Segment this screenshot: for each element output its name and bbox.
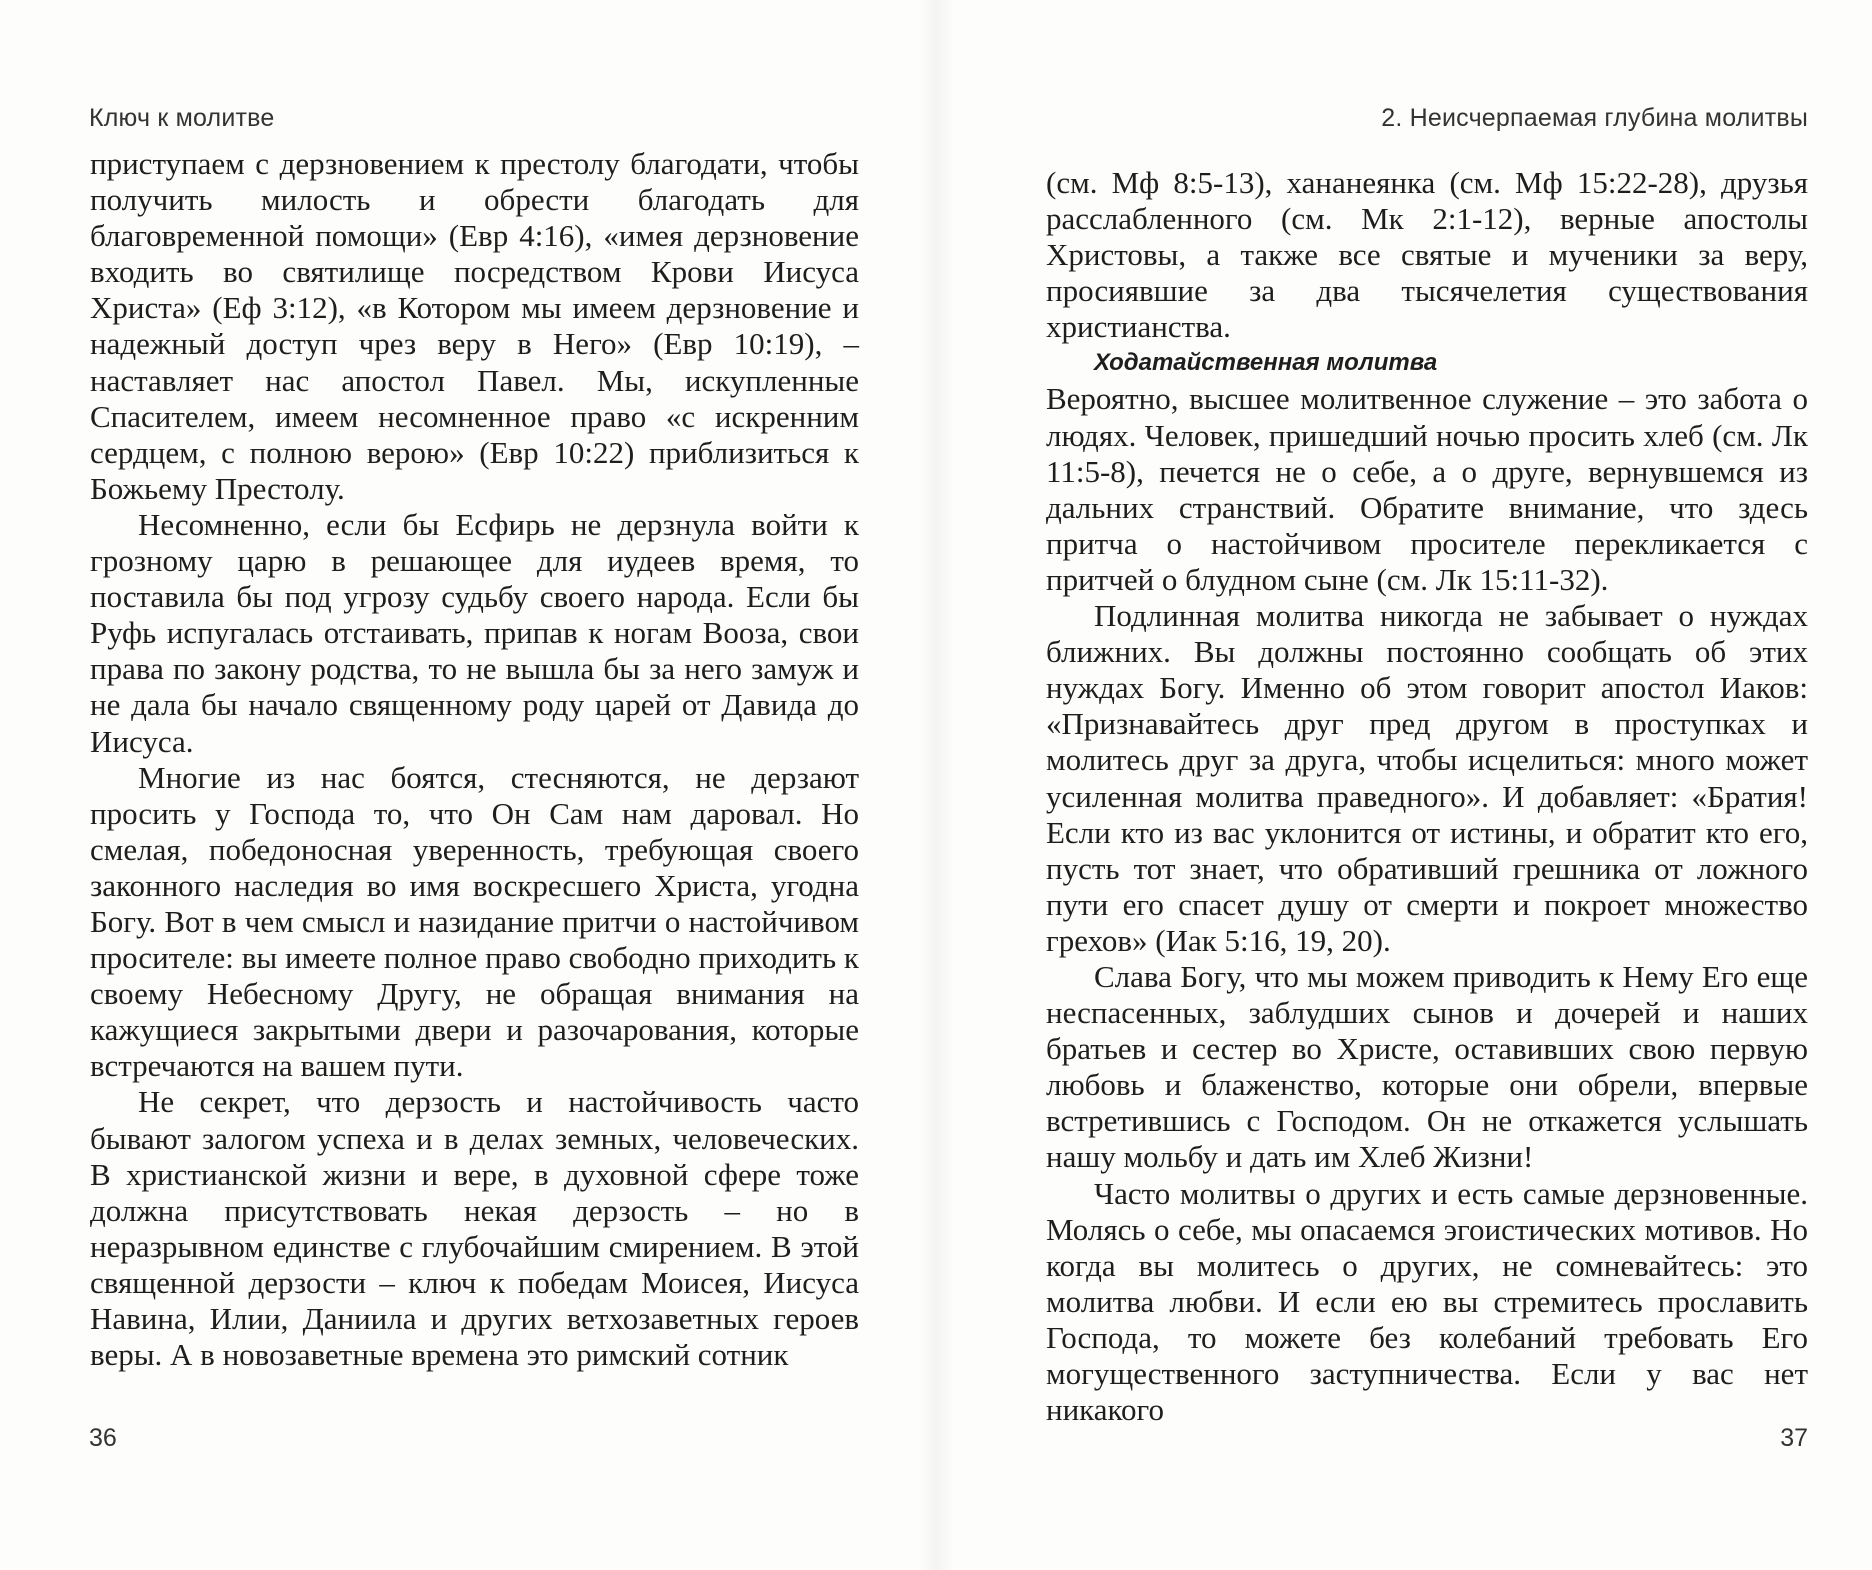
paragraph: Часто молитвы о других и есть самые дерзновенные. Молясь о себе, мы опасаемся эгоистических мотивов. Но когда вы молитесь о других, не сомневайтесь: это молитва любви. И если ею вы стремитесь прославить Господа, то можете без колебаний требовать Его могущественного заступничества. Если у вас нет никакого xyxy=(1046,1175,1808,1428)
paragraph: приступаем с дерзновением к престолу благодати, чтобы получить милость и обрести благодать для благовременной помощи» (Евр 4:16), «имея дерзновение входить во святилище посредством Крови Иисуса Христа» (Еф 3:12), «в Котором мы имеем дерзновение и надежный доступ чрез веру в Него» (Евр 10:19), – наставляет нас апостол Павел. Мы, искупленные Спасителем, имеем несомненное право «с искренним сердцем, с полною верою» (Евр 10:22) приблизиться к Божьему Престолу. xyxy=(90,146,859,506)
paragraph: Вероятно, высшее молитвенное служение – это забота о людях. Человек, пришедший ночью просить хлеб (см. Лк 11:5-8), печется не о себе, а о друге, вернувшемся из дальних странствий. Обратите внимание, что здесь притча о настойчивом просителе перекликается с притчей о блудном сыне (см. Лк 15:11-32). xyxy=(1046,381,1808,597)
right-page xyxy=(936,0,1872,1570)
paragraph: Подлинная молитва никогда не забывает о нуждах ближних. Вы должны постоянно сообщать об этих нуждах Богу. Именно об этом говорит апостол Иаков: «Признавайтесь друг пред другом в проступках и молитесь друг за друга, чтобы исцелиться: много может усиленная молитва праведного». И добавляет: «Братия! Если кто из вас уклонится от истины, и обратит кто его, пусть тот знает, что обративший грешника от ложного пути его спасет душу от смерти и покроет множество грехов» (Иак 5:16, 19, 20). xyxy=(1046,598,1808,958)
paragraph: (см. Мф 8:5-13), хананеянка (см. Мф 15:22-28), друзья расслабленного (см. Мк 2:1-12), верные апостолы Христовы, а также все святые и мученики за веру, просиявшие за два тысячелетия существования христианства. xyxy=(1046,165,1808,345)
paragraph: Слава Богу, что мы можем приводить к Нему Его еще неспасенных, заблудших сынов и дочерей и наших братьев и сестер во Христе, оставивших свою первую любовь и блаженство, которые они обрели, впервые встретившись с Господом. Он не откажется услышать нашу мольбу и дать им Хлеб Жизни! xyxy=(1046,958,1808,1175)
page-number-left: 36 xyxy=(89,1424,117,1452)
right-page-body xyxy=(1046,165,1808,1428)
left-page-body xyxy=(90,146,859,1373)
running-head-right: 2. Неисчерпаемая глубина молитвы xyxy=(1381,104,1808,132)
paragraph: Не секрет, что дерзость и настойчивость часто бывают залогом успеха и в делах земных, человеческих. В христианской жизни и вере, в духовной сфере тоже должна присутствовать некая дерзость – но в неразрывном единстве с глубочайшим смирением. В этой священной дерзости – ключ к победам Моисея, Иисуса Навина, Илии, Даниила и других ветхозаветных героев веры. А в новозаветные времена это римский сотник xyxy=(90,1084,859,1373)
section-heading: Ходатайственная молитва xyxy=(1094,349,1438,377)
paragraph: Многие из нас боятся, стесняются, не дерзают просить у Господа то, что Он Сам нам даровал. Но смелая, победоносная уверенность, требующая своего законного наследия во имя воскресшего Христа, угодна Богу. Вот в чем смысл и назидание притчи о настойчивом просителе: вы имеете полное право свободно приходить к своему Небесному Другу, не обращая внимания на кажущиеся закрытыми двери и разочарования, которые встречаются на вашем пути. xyxy=(90,759,859,1084)
page-number-right: 37 xyxy=(1780,1424,1808,1452)
running-head-left: Ключ к молитве xyxy=(89,104,275,132)
paragraph: Несомненно, если бы Есфирь не дерзнула войти к грозному царю в решающее для иудеев время, то поставила бы под угрозу судьбу своего народа. Если бы Руфь испугалась отстаивать, припав к ногам Вооза, свои права по закону родства, то не вышла бы за него замуж и не дала бы начало священному роду царей от Давида до Иисуса. xyxy=(90,506,859,759)
